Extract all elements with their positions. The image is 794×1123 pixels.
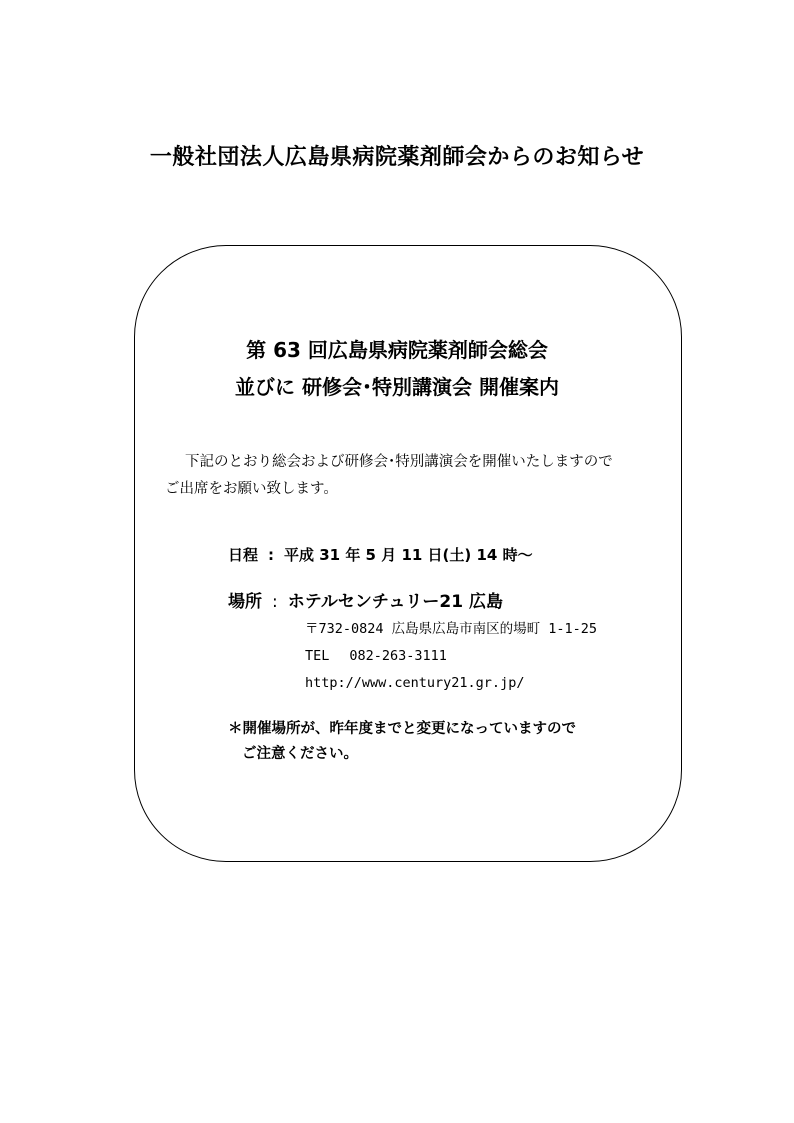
schedule-row bbox=[228, 544, 533, 566]
venue-url[interactable]: http://www.century21.gr.jp/ bbox=[305, 675, 525, 691]
venue-tel-number: 082-263-3111 bbox=[349, 648, 447, 664]
schedule-value: 平成 31 年 5 月 11 日(土) 14 時～ bbox=[284, 546, 533, 564]
venue-label: 場所 bbox=[228, 592, 262, 612]
venue-change-note-line1: ＊開催場所が、昨年度までと変更になっていますので bbox=[228, 721, 576, 737]
notice-heading-line1: 第 63 回広島県病院薬剤師会総会 bbox=[246, 338, 548, 362]
notice-heading-line2: 並びに 研修会･特別講演会 開催案内 bbox=[235, 375, 559, 399]
schedule-separator: : bbox=[268, 546, 275, 564]
venue-separator: : bbox=[272, 592, 278, 612]
venue-name: ホテルセンチュリー21 広島 bbox=[287, 592, 503, 612]
venue-change-note-line2: ご注意ください。 bbox=[242, 746, 358, 762]
venue-tel-label: TEL bbox=[305, 648, 330, 664]
page-title: 一般社団法人広島県病院薬剤師会からのお知らせ bbox=[149, 145, 645, 170]
venue-tel bbox=[305, 647, 447, 665]
schedule-label: 日程 bbox=[228, 546, 259, 564]
intro-text-line2: ご出席をお願い致します。 bbox=[165, 481, 338, 497]
venue-row bbox=[228, 590, 503, 614]
venue-address: 〒732-0824 広島県広島市南区的場町 1-1-25 bbox=[305, 621, 598, 637]
intro-text-line1: 下記のとおり総会および研修会･特別講演会を開催いたしますので bbox=[185, 454, 613, 470]
